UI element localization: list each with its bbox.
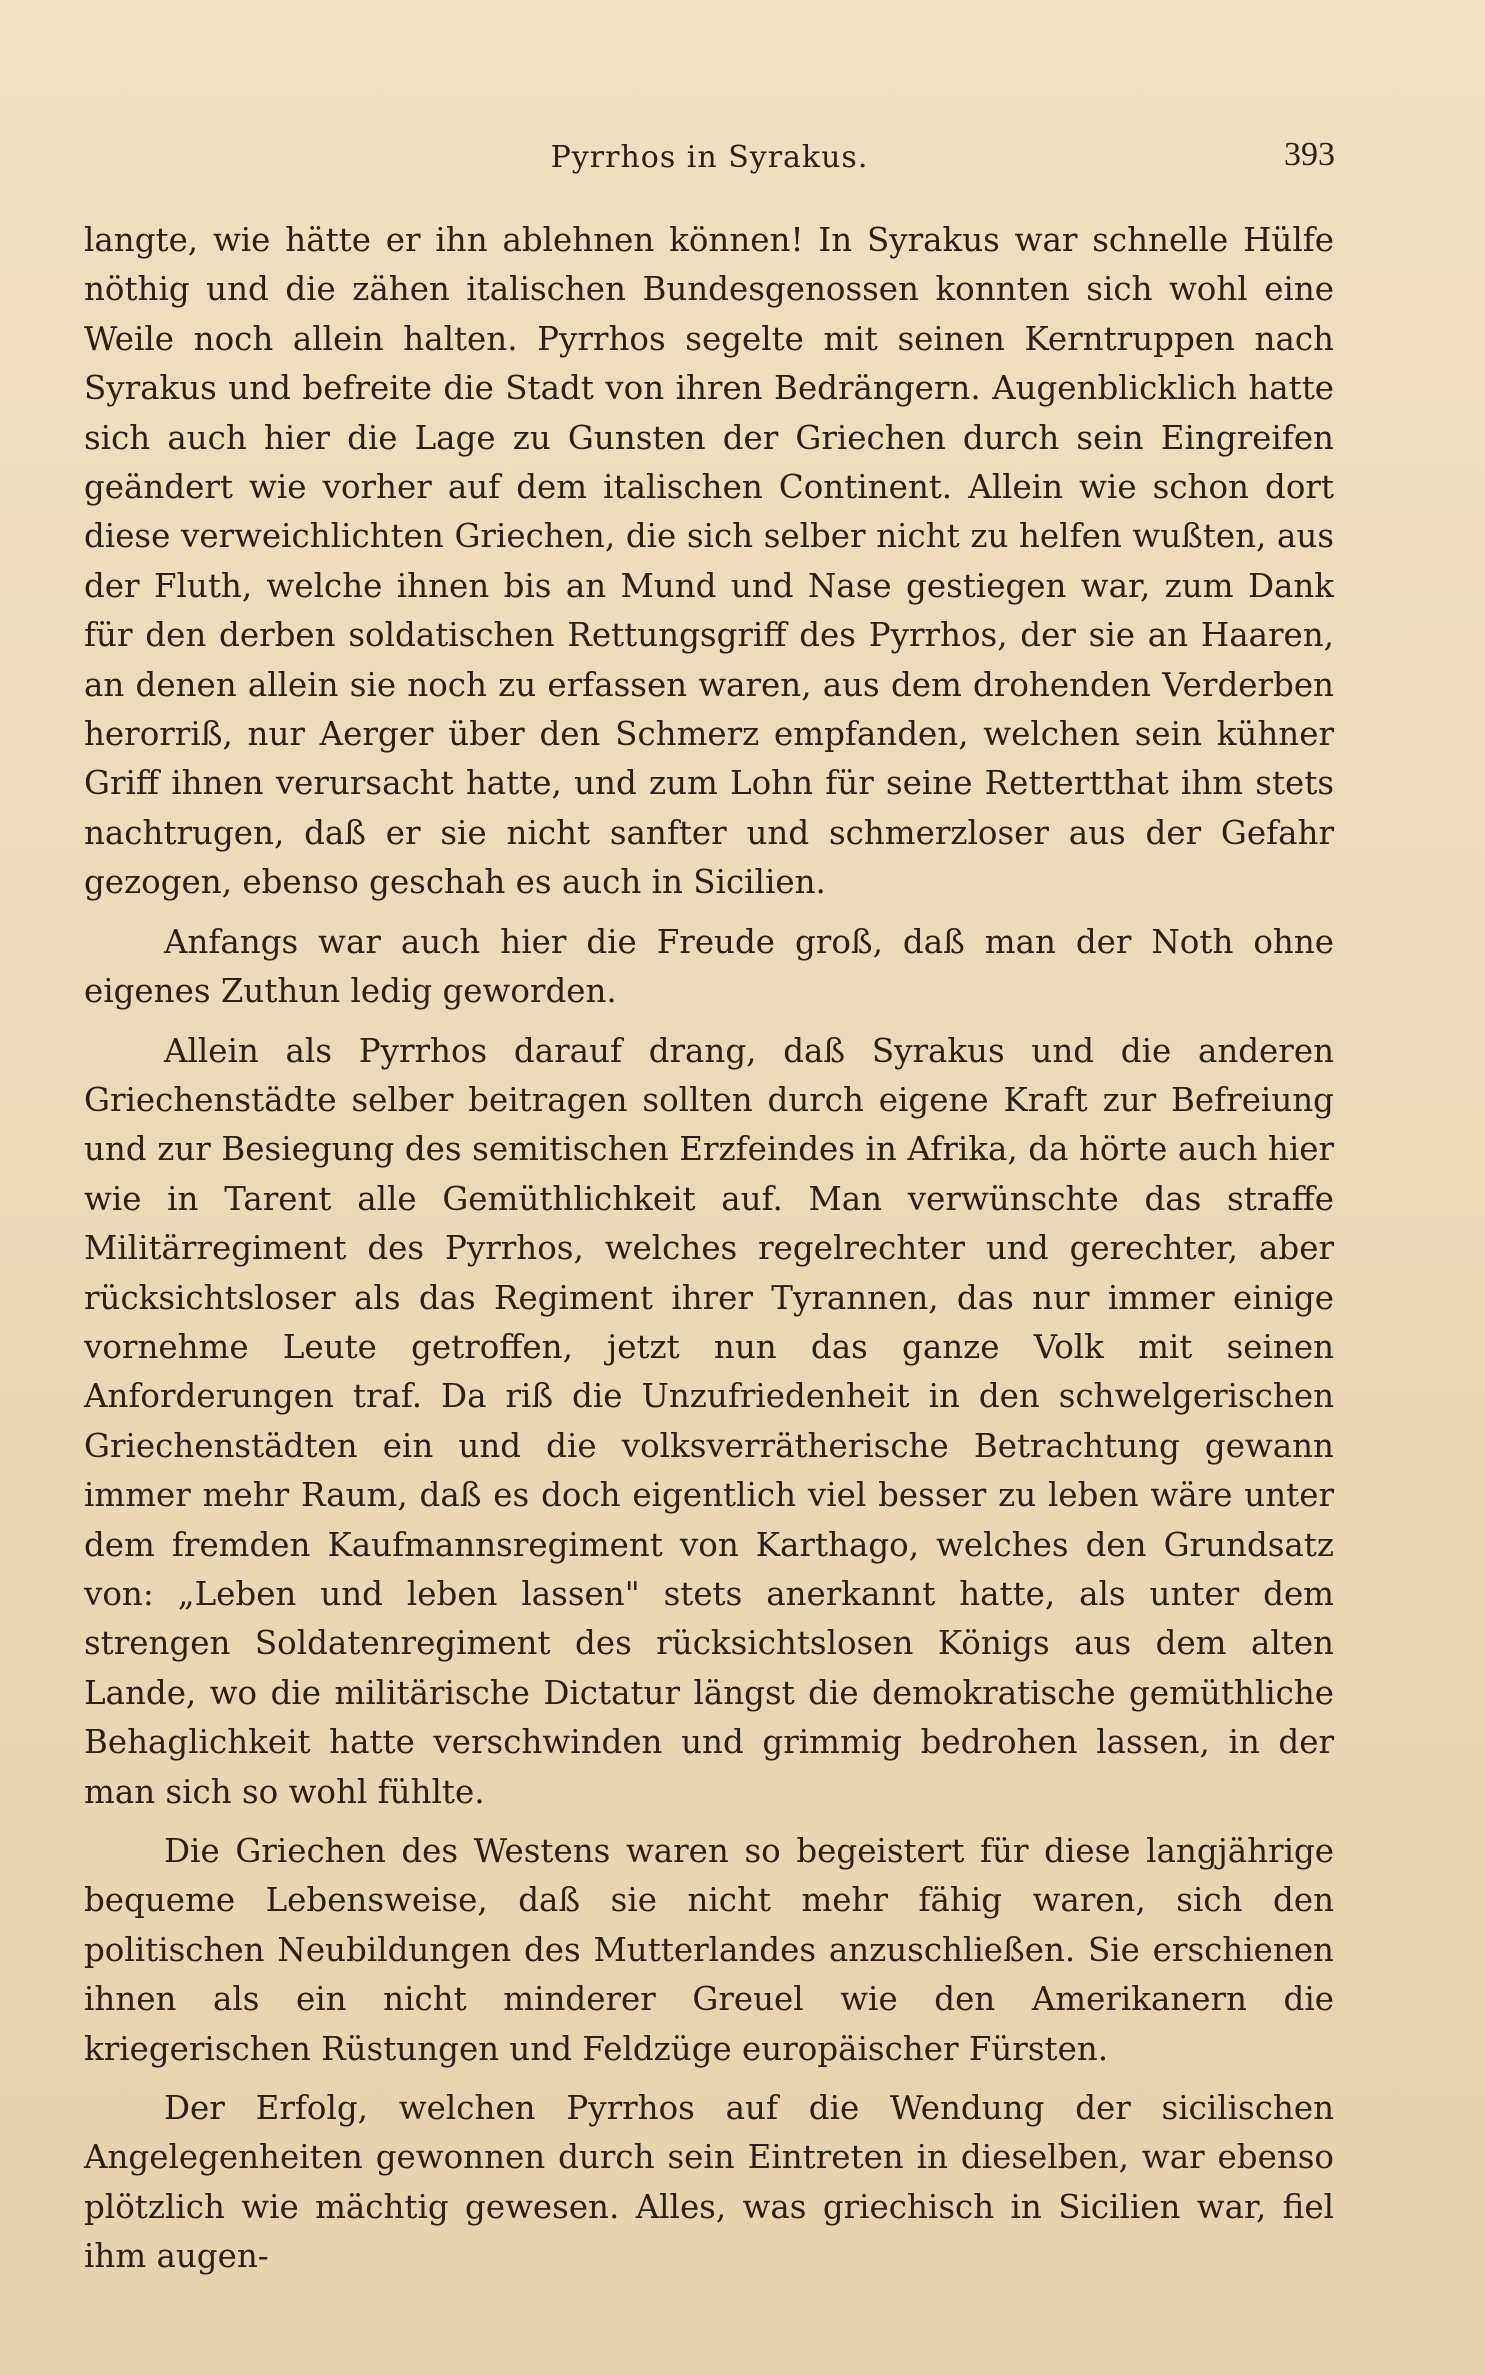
paragraph-3: Allein als Pyrrhos darauf drang, daß Syrakus und die anderen Griechenstädte selber beitragen sollten durch eigene Kraft zur Befreiung und zur Besiegung des semitischen Erzfeindes in Afrika, da hörte auch hier wie in Tarent alle Gemüthlichkeit auf. Man verwünschte das straffe Militärregiment des Pyrrhos, welches regelrechter und gerechter, aber rücksichtsloser als das Regiment ihrer Tyrannen, das nur immer einige vornehme Leute getroffen, jetzt nun das ganze Volk mit seinen Anforderungen traf. Da riß die Unzufriedenheit in den schwelgerischen Griechenstädten ein und die volksverrätherische Betrachtung gewann immer mehr Raum, daß es doch eigentlich viel besser zu leben wäre unter dem fremden Kaufmannsregiment von Karthago, welches den Grundsatz von: „Leben und leben lassen" stets anerkannt hatte, als unter dem strengen Soldatenregiment des rücksichtslosen Königs aus dem alten Lande, wo die militärische Dictatur längst die demokratische gemüthliche Behaglichkeit hatte verschwinden und grimmig bedrohen lassen, in der man sich so wohl fühlte.: [84, 1031, 1334, 1811]
paragraph-5: Der Erfolg, welchen Pyrrhos auf die Wendung der sicilischen Angelegenheiten gewonnen durch sein Eintreten in dieselben, war ebenso plötzlich wie mächtig gewesen. Alles, was griechisch in Sicilien war, fiel ihm augen-: [84, 2089, 1334, 2276]
body-text: [84, 216, 1334, 2292]
running-head: Pyrrhos in Syrakus.: [550, 140, 869, 175]
page-number: 393: [1284, 136, 1335, 173]
paragraph-2: Anfangs war auch hier die Freude groß, daß man der Noth ohne eigenes Zuthun ledig geworden.: [84, 922, 1334, 1011]
page-header: [84, 136, 1335, 190]
paragraph-4: Die Griechen des Westens waren so begeistert für diese langjährige bequeme Lebensweise, daß sie nicht mehr fähig waren, sich den politischen Neubildungen des Mutterlandes anzuschließen. Sie erschienen ihnen als ein nicht minderer Greuel wie den Amerikanern die kriegerischen Rüstungen und Feldzüge europäischer Fürsten.: [84, 1832, 1334, 2068]
paragraph-1: langte, wie hätte er ihn ablehnen können! In Syrakus war schnelle Hülfe nöthig und die zähen italischen Bundesgenossen konnten sich wohl eine Weile noch allein halten. Pyrrhos segelte mit seinen Kerntruppen nach Syrakus und befreite die Stadt von ihren Bedrängern. Augenblicklich hatte sich auch hier die Lage zu Gunsten der Griechen durch sein Eingreifen geändert wie vorher auf dem italischen Continent. Allein wie schon dort diese verweichlichten Griechen, die sich selber nicht zu helfen wußten, aus der Fluth, welche ihnen bis an Mund und Nase gestiegen war, zum Dank für den derben soldatischen Rettungsgriff des Pyrrhos, der sie an Haaren, an denen allein sie noch zu erfassen waren, aus dem drohenden Verderben herorriß, nur Aerger über den Schmerz empfanden, welchen sein kühner Griff ihnen verursacht hatte, und zum Lohn für seine Rettertthat ihm stets nachtrugen, daß er sie nicht sanfter und schmerzloser aus der Gefahr gezogen, ebenso geschah es auch in Sicilien.: [84, 221, 1334, 902]
